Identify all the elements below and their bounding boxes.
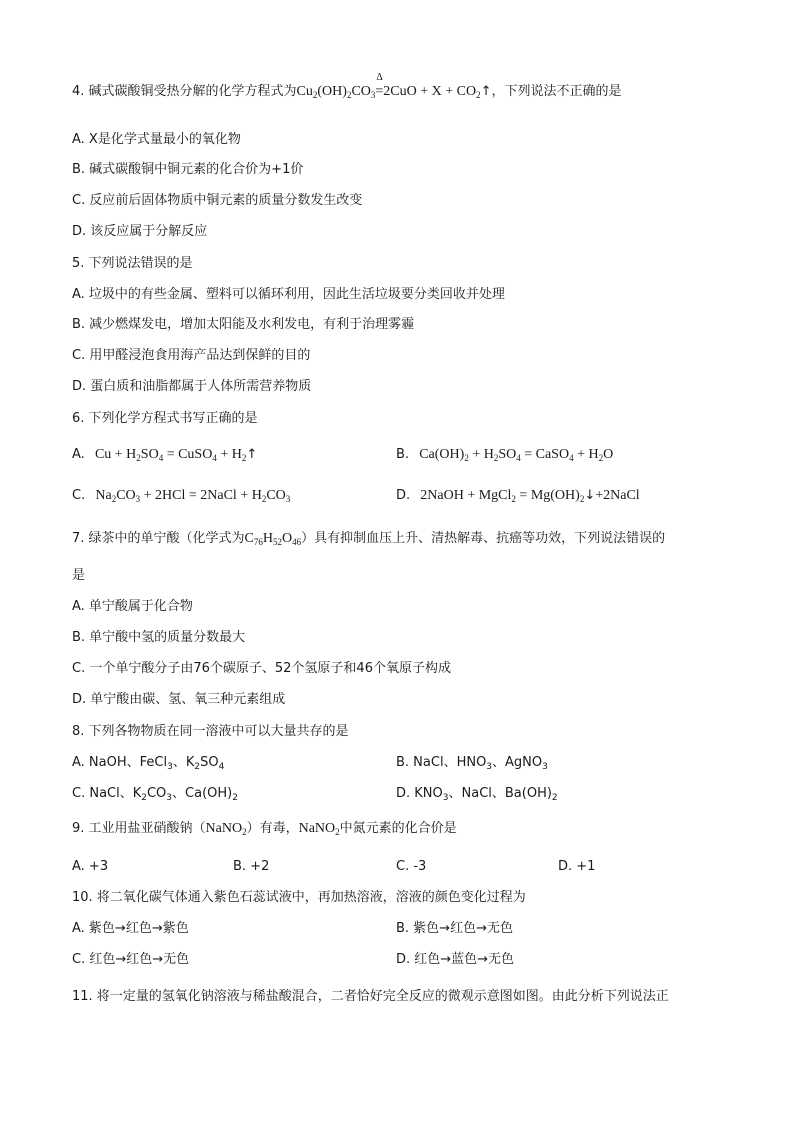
q4-equation: $Cu_2(OH)_2CO_3$ Δ $=2CuO + X + CO_2↑$	[296, 72, 492, 100]
q9-option-a: A. +3	[72, 859, 109, 874]
q8-option-d: D. $KNO_3$、NaCl、$Ba(OH)_2$	[396, 786, 558, 803]
q5-option-d: D. 蛋白质和油脂都属于人体所需营养物质	[72, 379, 312, 394]
question-7-stem: 7. 绿茶中的单宁酸（化学式为$C_{76}H_{52}O_{46}$）具有抑制血压上升、清热解毒、抗癌等功效，下列说法错误的	[72, 531, 666, 547]
q5-option-c: C. 用甲醛浸泡食用海产品达到保鲜的目的	[72, 348, 311, 363]
q9-option-b: B. +2	[233, 859, 270, 874]
q6-option-d: D. 2NaOH + MgCl$_2$ = $Mg(OH)_2↓+2NaCl$	[396, 488, 640, 504]
q10-option-a: A. 紫色→红色→紫色	[72, 921, 189, 936]
heat-symbol: Δ =	[375, 72, 384, 99]
q4-option-a: A. X是化学式量最小的氧化物	[72, 132, 241, 147]
q8-option-a: A. NaOH、FeCl$_3$、$K_2SO_4$	[72, 755, 225, 772]
question-6-stem: 6. 下列化学方程式书写正确的是	[72, 411, 258, 426]
q5-option-a: A. 垃圾中的有些金属、塑料可以循环利用，因此生活垃圾要分类回收并处理	[72, 287, 505, 302]
question-8-stem: 8. 下列各物物质在同一溶液中可以大量共存的是	[72, 724, 349, 739]
q6-option-a: A. $Cu + H_2SO_4$ = CuSO$_4$ + $H_2↑$	[72, 447, 258, 463]
q10-option-d: D. 红色→蓝色→无色	[396, 952, 515, 967]
question-7-stem-cont: 是	[72, 568, 86, 583]
q6-option-c: C. $Na_2CO_3 + 2HCl$ = 2NaCl + $H_2CO_3$	[72, 488, 291, 504]
q9-option-c: C. -3	[396, 859, 427, 874]
q5-option-b: B. 减少燃煤发电，增加太阳能及水利发电，有利于治理雾霾	[72, 317, 415, 332]
q9-option-d: D. +1	[558, 859, 596, 874]
q7-option-d: D. 单宁酸由碳、氢、氧三种元素组成	[72, 692, 286, 707]
q4-suffix: ，下列说法不正确的是	[491, 84, 622, 99]
question-10-stem: 10. 将二氧化碳气体通入紫色石蕊试液中，再加热溶液，溶液的颜色变化过程为	[72, 890, 526, 905]
q7-option-a: A. 单宁酸属于化合物	[72, 599, 193, 614]
question-4-stem	[72, 72, 622, 101]
q7-option-b: B. 单宁酸中氢的质量分数最大	[72, 630, 246, 645]
q10-option-c: C. 红色→红色→无色	[72, 952, 190, 967]
q8-option-c: C. NaCl、$K_2CO_3$、$Ca(OH)_2$	[72, 786, 238, 803]
q4-prefix: 4. 碱式碳酸铜受热分解的化学方程式为	[72, 84, 297, 99]
q8-option-b: B. NaCl、$HNO_3$、AgNO$_3$	[396, 755, 548, 772]
q4-option-c: C. 反应前后固体物质中铜元素的质量分数发生改变	[72, 193, 363, 208]
q6-option-b: B. $Ca(OH)_2 + H_2SO_4$ = CaSO$_4$ + $H_2O$	[396, 447, 614, 463]
q4-option-b: B. 碱式碳酸铜中铜元素的化合价为+1价	[72, 162, 304, 177]
q4-option-d: D. 该反应属于分解反应	[72, 224, 208, 239]
question-9-stem: 9. 工业用盐亚硝酸钠（NaNO$_2$）有毒，NaNO$_2$中氮元素的化合价是	[72, 821, 457, 837]
question-5-stem: 5. 下列说法错误的是	[72, 256, 193, 271]
q7-option-c: C. 一个单宁酸分子由76个碳原子、52个氢原子和46个氧原子构成	[72, 661, 451, 676]
question-11-stem: 11. 将一定量的氢氧化钠溶液与稀盐酸混合，二者恰好完全反应的微观示意图如图。由此分析下列说法正	[72, 989, 669, 1004]
q10-option-b: B. 紫色→红色→无色	[396, 921, 513, 936]
